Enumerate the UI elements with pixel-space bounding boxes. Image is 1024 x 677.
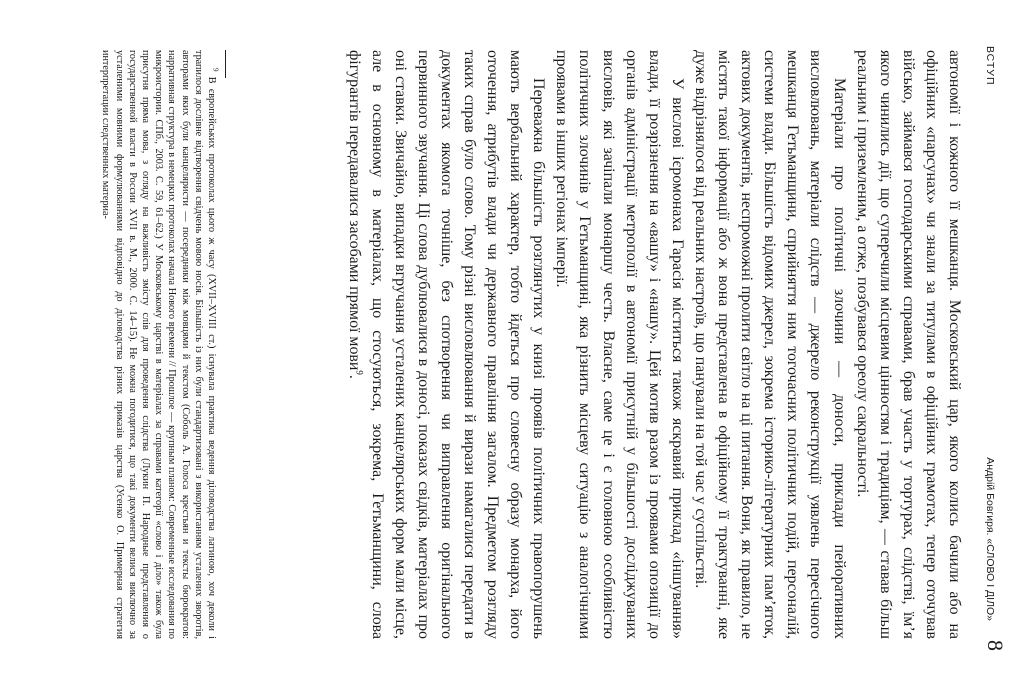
footnote-divider	[225, 50, 226, 78]
footnote-text: В європейських протоколах цього ж часу (XVII–XVIII ст.) існувала практика ведення діловодства латиною, хоч деколи і трапилося дослівне відтворення свідчень мовою носія. Більшість із них були стандартизовані з використанням усталених зворотів, авторами яких були канцеляристи — посередники між мовцями й текстом (Соболь А. Голоса крестьян и тексты бюрократов: нарративная структура в немецких протоколах начала Нового времени // Прошлое — крупным планом: Современные исследования по микроистории. СПб., 2003. С. 59, 61–62.) У Московському царстві в матеріалах за справами категорії «слово і діло» також була присутня пряма мова, з огляду на важливість змісту слів для проведення слідства (Лукин П. Народные представления о государственной власти в России XVII в. М., 2000. С. 14–15). Не можна погодитися, що такі документи велися виключно за усталеними мовними формулюваннями відповідно до діловодства різних приказів царства (Усенко О. Примерная стратегия интерпретации следственных материа-	[100, 50, 217, 640]
footnote-paragraph	[99, 50, 218, 639]
footnote-reference[interactable]: 9	[353, 370, 364, 375]
paragraph: Матеріали про політичні злочини — доноси, приклади пейоративних висловлювань, матеріали слідств — джерело реконструкції уявлень пересічного мешканця Гетьманщини, сприйняття ним тогочасних політичних подій, персоналій, системи влади. Більшість відомих джерел, зокрема історико-літературних пам’яток, актових документів, неспроможні пролити світло на ці питання. Вони, як правило, не містять такої інформації або ж вона представлена в офіційному її трактуванні, яке дуже відрізнялося від реальних настроїв, що панували на той час у суспільстві.	[691, 50, 848, 639]
page-number: 8	[983, 640, 1008, 651]
running-head	[976, 0, 1016, 677]
paragraph-text: Переважна більшість розглянутих у книзі проявів політичних правопорушень мають вербальний характер, тобто йдеться про словесну образу монарха, його оточення, атрибутів влади чи державного правління загалом. Предметом розгляду таких справ було слово. Тому різні висловлювання й вирази намагалися передати в документах якомога точніше, без спотворення чи виправлення оригінального первинного звучання. Ці слова дублювалися в доносі, показах свідків, матеріалах про оні ставки. Звичайно, випадки вгручання усталених канцелярських форм мали місце, але в основному в матеріалах, що стосуються, зокрема, Гетьманщини, слова фігурантів передавалися засобами прямої мови	[345, 50, 548, 639]
running-head-author-title: Андрій Бовгиря. «СЛОВО І ДІЛО»	[984, 457, 996, 621]
footnote	[99, 50, 218, 639]
paragraph-continuation: автономії і кожного її мешканця. Московський цар, якого колись бачили або на офіційних «парсунах» чи знали за титулами в офіційних грамотах, тепер оточував військо, займався господарськими справами, брав участь у тортурах, слідстві, їм’я якого чинились дії, що суперечили місцевим цінностям і традиціям, — ставав більш реальним і приземленим, а отже, позбувався ореолу сакральності.	[853, 50, 963, 639]
paragraph: У вислові ієромонаха Гарасія міститься також яскравий приклад «іншування» влади, її розрізнення на «вашу» і «нашу». Цей мотив разом із проявами опозиції до органів адміністрації метрополії в автономії присутній у більшості досліджуваних висловів, які зачіпали монаршу честь. Власне, саме це і є головною особливістю політичних злочинів у Гетьманщині, яка різнить місцеву ситуацію з аналогічними проявами в інших регіонах імперії.	[553, 50, 686, 639]
body-text	[342, 50, 966, 639]
section-label: ВСТУП	[984, 46, 996, 86]
footnote-number: 9	[211, 68, 220, 72]
paragraph: Переважна більшість розглянутих у книзі проявів політичних правопорушень мають вербальний характер, тобто йдеться про словесну образу монарха, його оточення, атрибутів влади чи державного правління загалом. Предметом розгляду таких справ було слово. Тому різні висловлювання й вирази намагалися передати в документах якомога точніше, без спотворення чи виправлення оригінального первинного звучання. Ці слова дублювалися в доносі, показах свідків, матеріалах про оні ставки. Звичайно, випадки вгручання усталених канцелярських форм мали місце, але в основному в матеріалах, що стосуються, зокрема, Гетьманщини, слова фігурантів передавалися засобами прямої мови$^9$.	[345, 50, 548, 639]
